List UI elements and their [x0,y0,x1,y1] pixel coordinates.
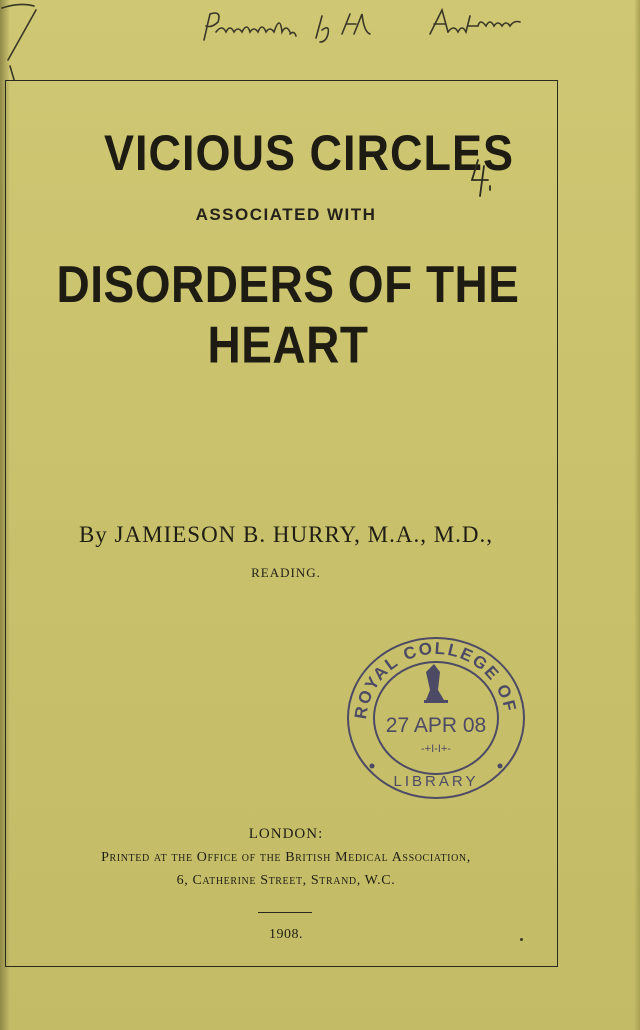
stamp-library-word: LIBRARY [393,773,479,790]
title-line-3: DISORDERS OF THE HEART [56,255,520,374]
seal-icon [326,614,546,814]
stamp-date: 27 APR 08 [385,714,487,737]
volume-note [468,156,504,200]
title-line-2: ASSOCIATED WITH [195,205,377,224]
handwritten-number-icon [468,156,504,200]
imprint-address: 6, Catherine Street, Strand, W.C. [176,873,396,888]
imprint-year: 1908. [269,927,303,942]
imprint-city: LONDON: [248,826,324,842]
svg-text:-+I-I+-: -+I-I+- [421,743,451,755]
library-stamp [326,614,546,814]
inscription-scrawl-icon [0,0,640,80]
title-line-1: VICIOUS CIRCLES [103,124,515,182]
svg-text:ROYAL COLLEGE OF SURGEONS OF E: ROYAL COLLEGE OF [350,638,521,721]
imprint-printer: Printed at the Office of the British Medical Association, [101,850,471,865]
handwritten-inscription [0,0,640,80]
imprint-rule [258,912,312,913]
author-place: READING. [251,565,321,580]
paper-speck [520,938,523,941]
author-byline: By JAMIESON B. HURRY, M.A., M.D., [78,522,494,547]
